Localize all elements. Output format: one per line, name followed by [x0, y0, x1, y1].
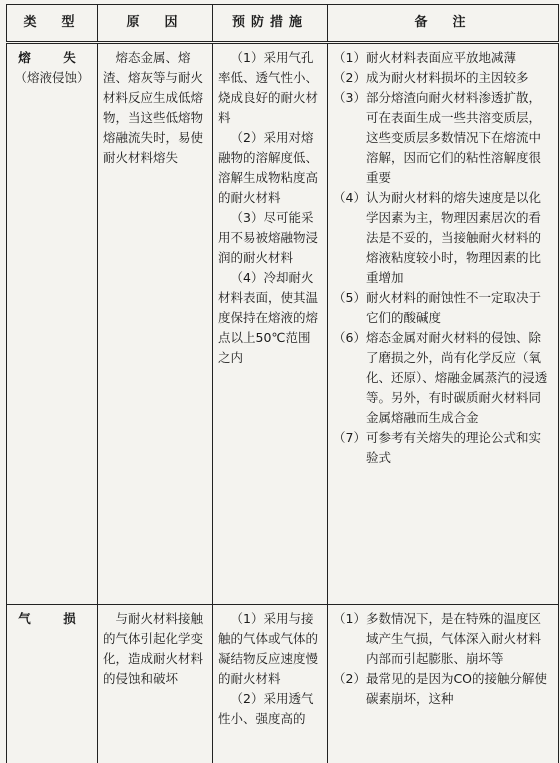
measure-text: 采用与接触的气体或气体的凝结物反应速度慢的耐火材料: [218, 611, 318, 686]
measures-cell: [213, 605, 328, 763]
notes-cell: [328, 43, 559, 605]
note-item: [333, 48, 553, 68]
measure-num: （2）: [231, 130, 264, 145]
note-item: [333, 288, 553, 328]
note-text: 多数情况下，是在特殊的温度区域产生气损，气体深入耐火材料内部而引起膨胀、崩坏等: [366, 609, 553, 669]
note-num: （1）: [333, 48, 366, 68]
notes-cell: [328, 605, 559, 763]
measure-item: [218, 48, 322, 128]
measure-num: （2）: [231, 691, 264, 706]
note-item: [333, 609, 553, 669]
note-num: （6）: [333, 328, 366, 428]
cause-text: 熔态金属、熔渣、熔灰等与耐火材料反应生成低熔物，当这些低熔物熔融流失时，易使耐火材料熔失: [103, 48, 207, 168]
cause-cell: [98, 43, 213, 605]
measure-text: 采用透气性小、强度高的: [218, 691, 313, 726]
note-text: 耐火材料表面应平放地减薄: [366, 48, 553, 68]
note-num: （4）: [333, 188, 366, 288]
note-text: 认为耐火材料的熔失速度是以化学因素为主，物理因素居次的看法是不妥的，当接触耐火材料的熔液粘度较小时，物理因素的比重增加: [366, 188, 553, 288]
measure-item: [218, 128, 322, 208]
header-type: 类 型: [7, 5, 98, 43]
measure-text: 冷却耐火材料表面，使其温度保持在熔液的熔点以上50℃范围之内: [218, 270, 318, 365]
note-num: （2）: [333, 68, 366, 88]
measure-item: [218, 689, 322, 729]
note-num: （1）: [333, 609, 366, 669]
cause-text: 与耐火材料接触的气体引起化学变化，造成耐火材料的侵蚀和破坏: [103, 609, 207, 689]
refractory-damage-table: [6, 4, 559, 763]
type-cell: [7, 605, 98, 763]
note-item: [333, 669, 553, 709]
type-cell: [7, 43, 98, 605]
note-text: 可参考有关熔失的理论公式和实验式: [366, 428, 553, 468]
note-item: [333, 68, 553, 88]
note-item: [333, 188, 553, 288]
measures-cell: [213, 43, 328, 605]
note-num: （5）: [333, 288, 366, 328]
table-row: [7, 605, 559, 763]
measure-num: （4）: [231, 270, 264, 285]
measure-num: （1）: [231, 611, 264, 626]
type-subtitle: （熔液侵蚀）: [12, 68, 92, 88]
note-item: [333, 428, 553, 468]
note-num: （7）: [333, 428, 366, 468]
note-text: 耐火材料的耐蚀性不一定取决于它们的酸碱度: [366, 288, 553, 328]
measure-num: （3）: [231, 210, 264, 225]
header-cause: 原 因: [98, 5, 213, 43]
measure-text: 采用对熔融物的溶解度低、溶解生成物粘度高的耐火材料: [218, 130, 318, 205]
type-name: 气 损: [12, 609, 92, 629]
measure-text: 采用气孔率低、透气性小、烧成良好的耐火材料: [218, 50, 318, 125]
note-item: [333, 88, 553, 188]
measure-item: [218, 208, 322, 268]
note-text: 最常见的是因为CO的接触分解使碳素崩坏，这种: [366, 669, 553, 709]
measure-item: [218, 268, 322, 368]
measure-text: 尽可能采用不易被熔融物浸润的耐火材料: [218, 210, 318, 265]
note-text: 成为耐火材料损坏的主因较多: [366, 68, 553, 88]
cause-cell: [98, 605, 213, 763]
type-name: 熔 失: [12, 48, 92, 68]
note-item: [333, 328, 553, 428]
table-header-row: [7, 5, 559, 43]
measure-item: [218, 609, 322, 689]
note-num: （2）: [333, 669, 366, 709]
table-row: [7, 43, 559, 605]
note-text: 部分熔渣向耐火材料渗透扩散，可在表面生成一些共溶变质层，这些变质层多数情况下在熔流中溶解，因而它们的粘性溶解度很重要: [366, 88, 553, 188]
note-text: 熔态金属对耐火材料的侵蚀、除了磨损之外，尚有化学反应（氧化、还原）、熔融金属蒸汽的浸透等。另外，有时碳质耐火材料同金属熔融而生成合金: [366, 328, 553, 428]
header-measures: 预防措施: [213, 5, 328, 43]
note-num: （3）: [333, 88, 366, 188]
measure-num: （1）: [231, 50, 264, 65]
header-notes: 备 注: [328, 5, 559, 43]
